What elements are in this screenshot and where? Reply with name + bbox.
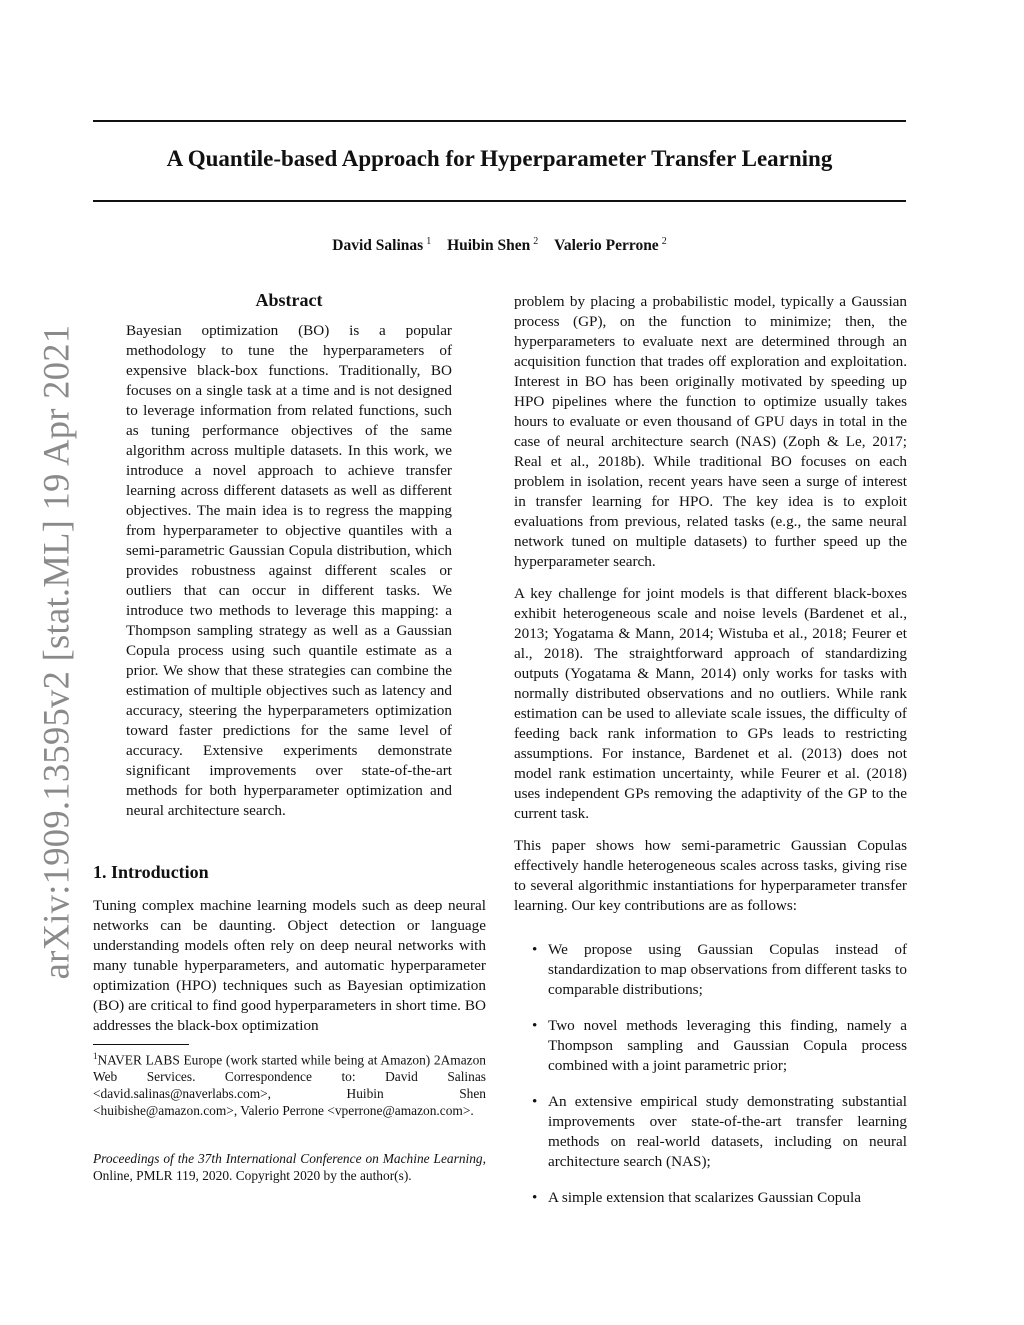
right-paragraph-2: A key challenge for joint models is that different black-boxes exhibit heterogeneous scale and noise levels (Bardenet et al., 2013; Yogatama & Mann, 2014; Wistuba et al., 2018; Feurer et al., 2018). The straightforward approach of standardizing outputs (Yogatama & Mann, 2014) only works for tasks with normally distributed observations and no outliers. While rank estimation can be used to alleviate scale issues, the difficulty of feeding back rank information to GPs leads to restricting assumptions. For instance, Bardenet et al. (2013) does not model rank estimation uncertainty, while Feurer et al. (2018) uses independent GPs removing the adaptivity of the GP to the current task. — [514, 585, 907, 822]
bullet-icon: • — [532, 1189, 538, 1206]
contributions-list — [514, 940, 907, 1208]
affiliation-footnote: $^1$NAVER LABS Europe (work started while being at Amazon) 2Amazon Web Services. Correspondence to: David Salinas <david.salinas@naverlabs.com>, Huibin Shen <huibishe@amazon.com>, Valerio Perrone <vperrone@amazon.com>. — [93, 1051, 486, 1119]
bullet-icon: • — [532, 1093, 538, 1110]
author-list — [93, 236, 906, 255]
list-item: • Two novel methods leveraging this finding, namely a Thompson sampling and Gaussian Copula process combined with a joint parametric prior; — [532, 1017, 907, 1074]
author-3: Valerio Perrone $^2$ — [554, 236, 667, 255]
arxiv-stamp: arXiv:1909.13595v2 [stat.ML] 19 Apr 2021 — [35, 324, 77, 980]
title-bottom-rule — [93, 200, 906, 202]
abstract-text: Bayesian optimization (BO) is a popular methodology to tune the hyperparameters of expensive black-box functions. Traditionally, BO focuses on a single task at a time and is not designed to leverage information from related functions, such as tuning performance objectives of the same algorithm across multiple datasets. In this work, we introduce a novel approach to achieve transfer learning across different datasets as well as different objectives. The main idea is to regress the mapping from hyperparameter to objective quantiles with a semi-parametric Gaussian Copula distribution, which provides robustness against different scales or outliers that can occur in different tasks. We introduce two methods to leverage this mapping: a Thompson sampling strategy as well as a Gaussian Copula process using such quantile estimate as a prior. We show that these strategies can combine the estimation of multiple objectives such as latency and accuracy, steering the hyperparameters optimization toward faster predictions for the same level of accuracy. Extensive experiments demonstrate significant improvements over state-of-the-art methods for both hyperparameter optimization and neural architecture search. — [126, 322, 452, 819]
introduction-paragraph: Tuning complex machine learning models such as deep neural networks can be daunting. Object detection or language understanding models often rely on deep neural networks with many tunable hyperparameters, and automatic hyperparameter optimization (HPO) techniques such as Bayesian optimization (BO) are critical to find good hyperparameters in short time. BO addresses the black-box optimization — [93, 897, 486, 1034]
list-item: • A simple extension that scalarizes Gaussian Copula — [532, 1189, 861, 1206]
right-paragraph-3: This paper shows how semi-parametric Gaussian Copulas effectively handle heterogeneous scales across tasks, giving rise to several algorithmic instantiations for hyperparameter transfer learning. Our key contributions are as follows: — [514, 837, 907, 914]
author-2: Huibin Shen $^2$ — [447, 236, 539, 255]
section-heading-introduction: 1. Introduction — [93, 862, 209, 882]
bullet-icon: • — [532, 941, 538, 958]
bullet-icon: • — [532, 1017, 538, 1034]
footnote-rule — [93, 1044, 189, 1045]
top-rule — [93, 120, 906, 122]
list-item: • An extensive empirical study demonstrating substantial improvements over state-of-the-art transfer learning methods on real-world datasets, including on neural architecture search (NAS); — [532, 1093, 907, 1170]
paper-title: A Quantile-based Approach for Hyperparameter Transfer Learning — [166, 146, 833, 171]
proceedings-note: Proceedings of the 37th International Conference on Machine Learning, Online, PMLR 119, 2020. Copyright 2020 by the author(s). — [93, 1151, 486, 1183]
right-column — [514, 292, 907, 1224]
author-1: David Salinas $^1$ — [332, 236, 432, 255]
right-paragraph-1: problem by placing a probabilistic model, typically a Gaussian process (GP), on the function to minimize; then, the hyperparameters to evaluate next are determined through an acquisition function that trades off exploration and exploitation. Interest in BO has been originally motivated by speeding up HPO pipelines where the function to optimize usually takes hours to evaluate or even thousand of GPU days in total in the case of neural architecture search (NAS) (Zoph & Le, 2017; Real et al., 2018b). While traditional BO focuses on each problem in isolation, recent years have seen a surge of interest in transfer learning for HPO. The key idea is to exploit evaluations from previous, related tasks (e.g., the same neural network tuned on multiple datasets) to further speed up the hyperparameter search. — [514, 293, 907, 570]
abstract-heading: Abstract — [255, 290, 323, 310]
list-item: • We propose using Gaussian Copulas instead of standardization to map observations from different tasks to comparable distributions; — [532, 941, 907, 998]
